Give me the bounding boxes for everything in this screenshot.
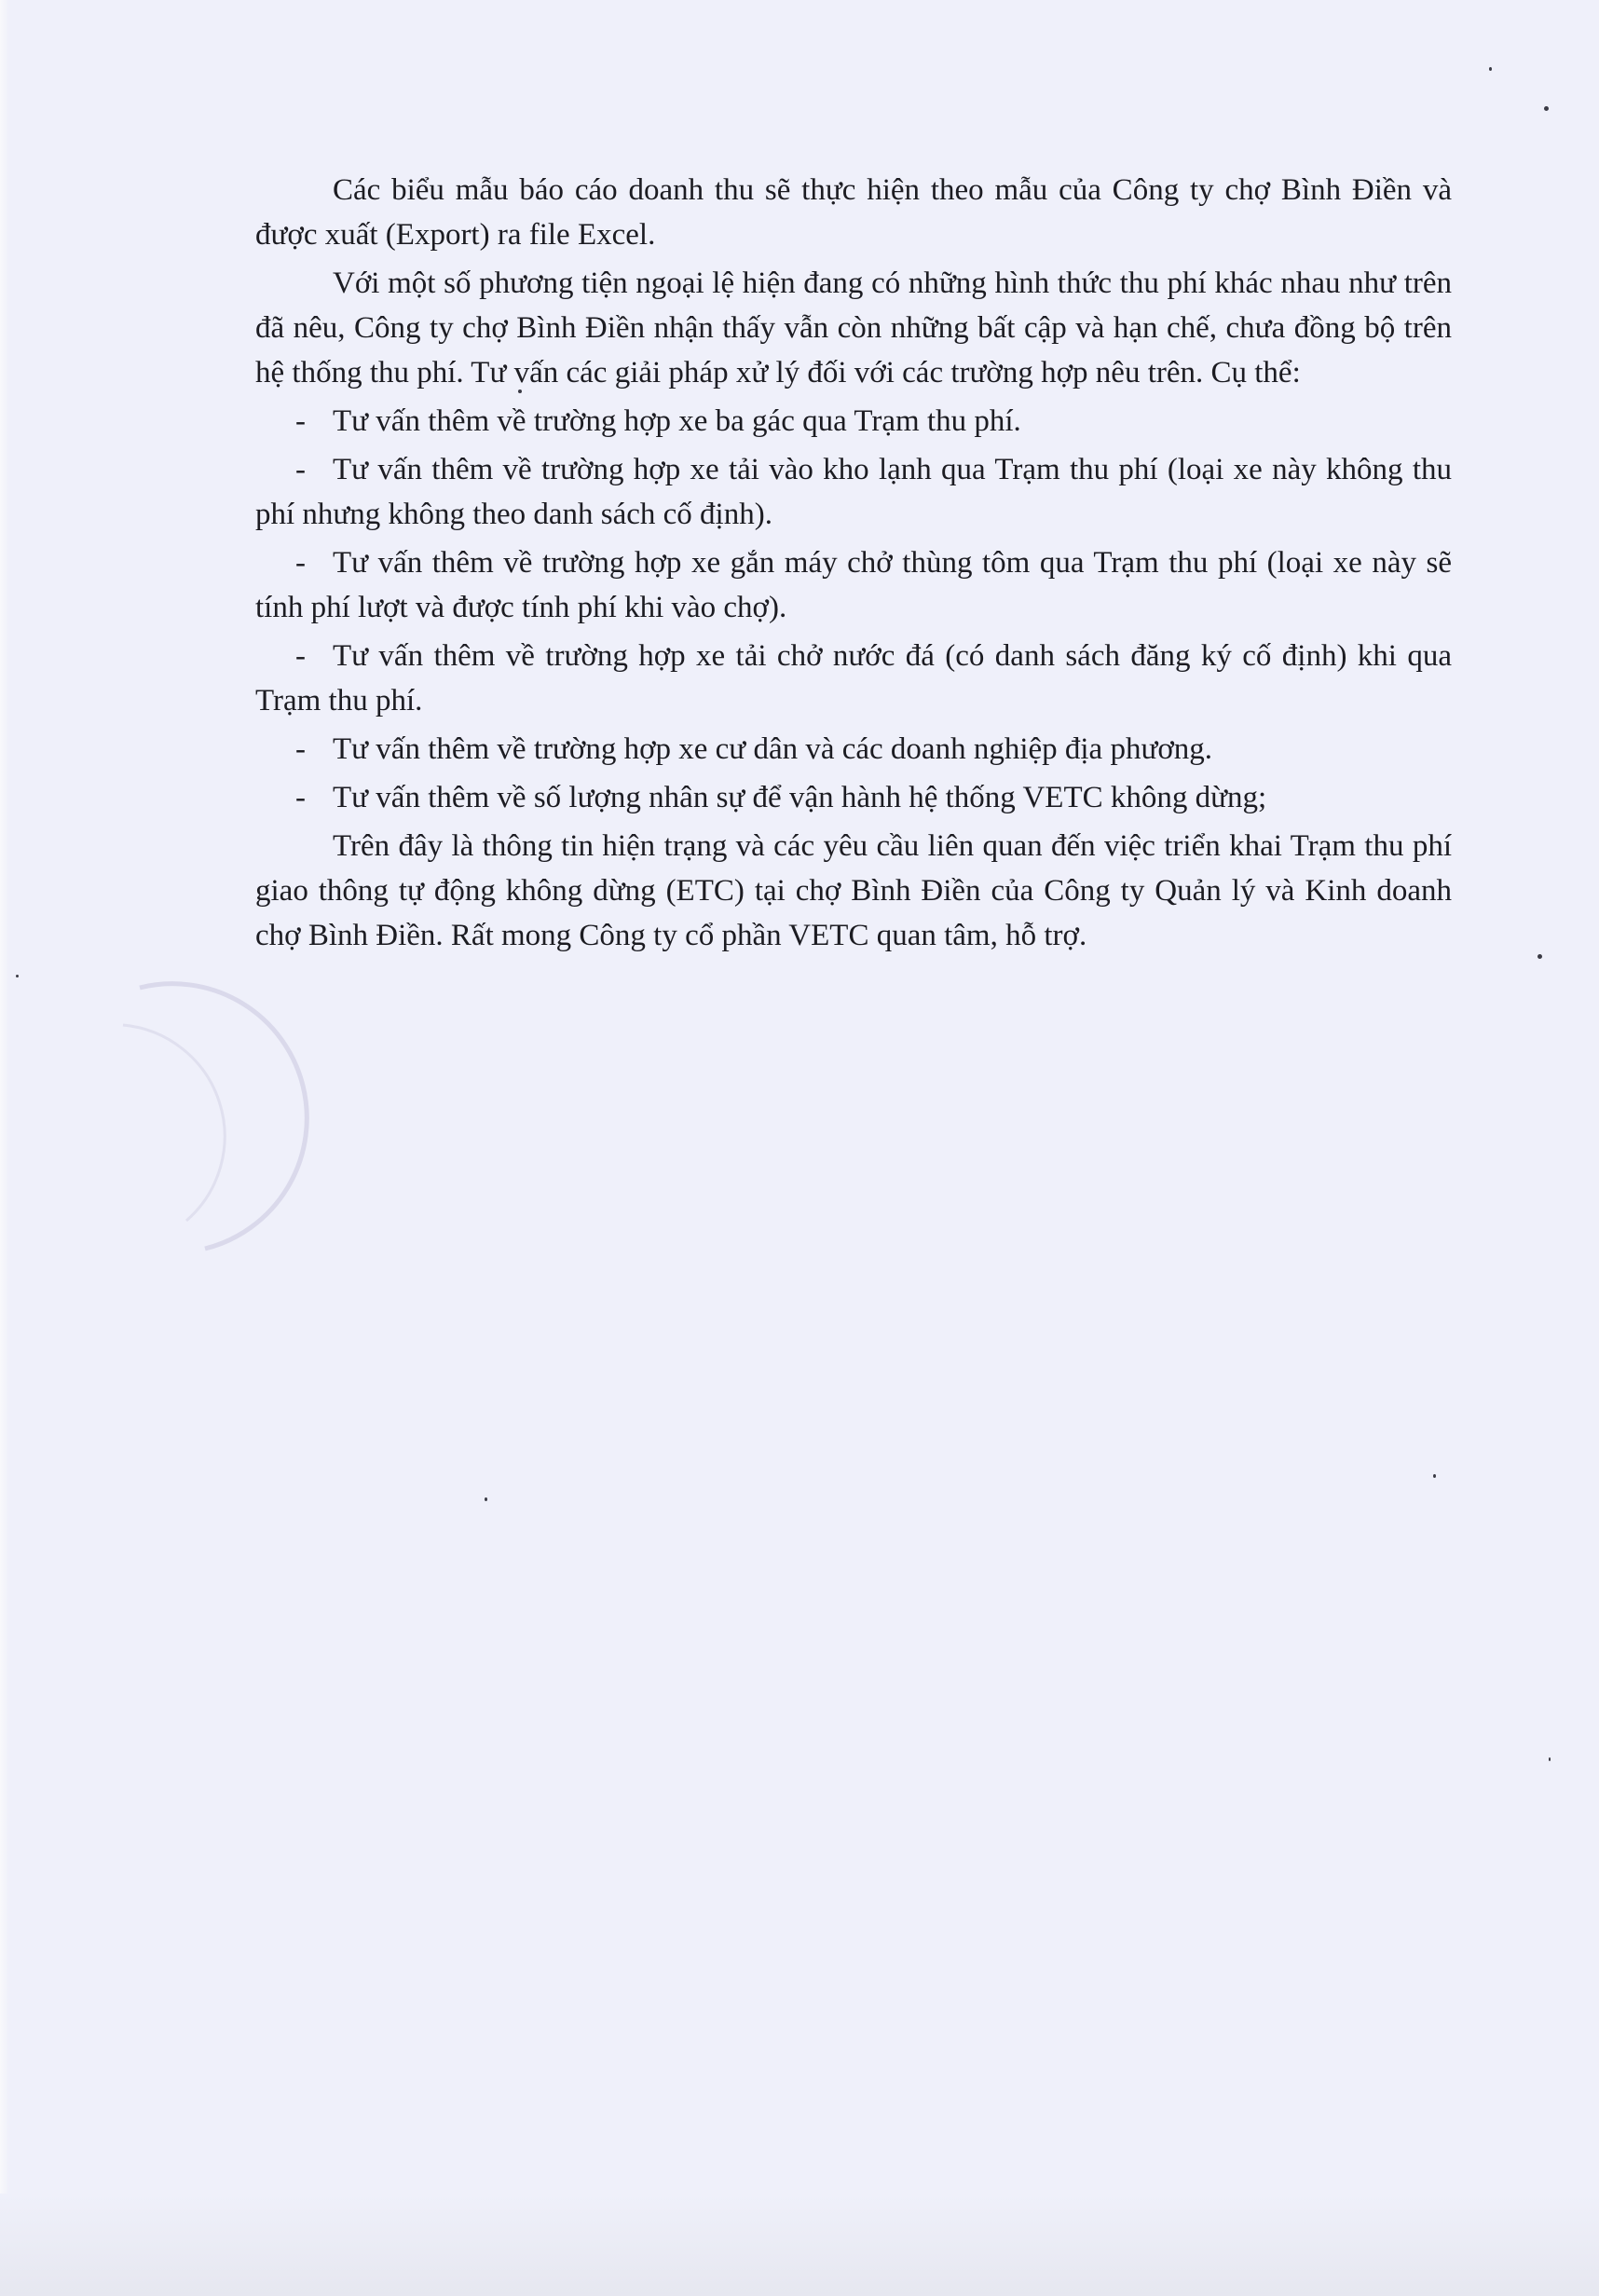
bullet-text: Tư vấn thêm về trường hợp xe cư dân và các doanh nghiệp địa phương. xyxy=(333,732,1213,766)
scan-speck xyxy=(518,390,522,393)
scan-speck xyxy=(485,1497,487,1501)
bullet-dash: - xyxy=(295,546,306,580)
document-body xyxy=(255,168,1452,962)
bullet-item xyxy=(255,775,1452,820)
bullet-dash: - xyxy=(295,781,306,814)
scan-speck xyxy=(16,975,19,977)
bullet-item xyxy=(255,634,1452,723)
scan-speck xyxy=(1544,106,1549,111)
scan-speck xyxy=(1538,954,1542,959)
bullet-dash: - xyxy=(295,639,306,673)
bullet-item xyxy=(255,399,1452,444)
bullet-text: Tư vấn thêm về trường hợp xe ba gác qua Trạm thu phí. xyxy=(333,404,1021,438)
page-left-edge xyxy=(0,0,9,2296)
bullet-text: Tư vấn thêm về số lượng nhân sự để vận hành hệ thống VETC không dừng; xyxy=(333,781,1267,814)
bullet-item xyxy=(255,540,1452,630)
bullet-text: Tư vấn thêm về trường hợp xe gắn máy chở thùng tôm qua Trạm thu phí (loại xe này sẽ tính phí lượt và được tính phí khi vào chợ). xyxy=(255,546,1452,624)
page-bottom-edge xyxy=(0,2194,1599,2296)
bullet-item xyxy=(255,447,1452,537)
bullet-dash: - xyxy=(295,453,306,486)
scan-speck xyxy=(1433,1474,1436,1478)
bullet-dash: - xyxy=(295,404,306,438)
scan-speck xyxy=(1489,67,1492,71)
paragraph-exceptional-vehicles: Với một số phương tiện ngoại lệ hiện đang có những hình thức thu phí khác nhau như trên đã nêu, Công ty chợ Bình Điền nhận thấy vẫn còn những bất cập và hạn chế, chưa đồng bộ trên hệ thống thu phí. Tư vấn các giải pháp xử lý đối với các trường hợp nêu trên. Cụ thể: xyxy=(255,266,1452,390)
bullet-text: Tư vấn thêm về trường hợp xe tải chở nước đá (có danh sách đăng ký cố định) khi qua Trạm thu phí. xyxy=(255,639,1452,718)
paragraph-closing: Trên đây là thông tin hiện trạng và các yêu cầu liên quan đến việc triển khai Trạm thu phí giao thông tự động không dừng (ETC) tại chợ Bình Điền của Công ty Quản lý và Kinh doanh chợ Bình Điền. Rất mong Công ty cổ phần VETC quan tâm, hỗ trợ. xyxy=(255,829,1452,952)
bullet-text: Tư vấn thêm về trường hợp xe tải vào kho lạnh qua Trạm thu phí (loại xe này không thu phí nhưng không theo danh sách cố định). xyxy=(255,453,1452,531)
bullet-dash: - xyxy=(295,732,306,766)
scan-speck xyxy=(1549,1757,1551,1761)
paragraph-report-templates: Các biểu mẫu báo cáo doanh thu sẽ thực hiện theo mẫu của Công ty chợ Bình Điền và được xuất (Export) ra file Excel. xyxy=(255,173,1452,252)
bullet-item xyxy=(255,727,1452,772)
